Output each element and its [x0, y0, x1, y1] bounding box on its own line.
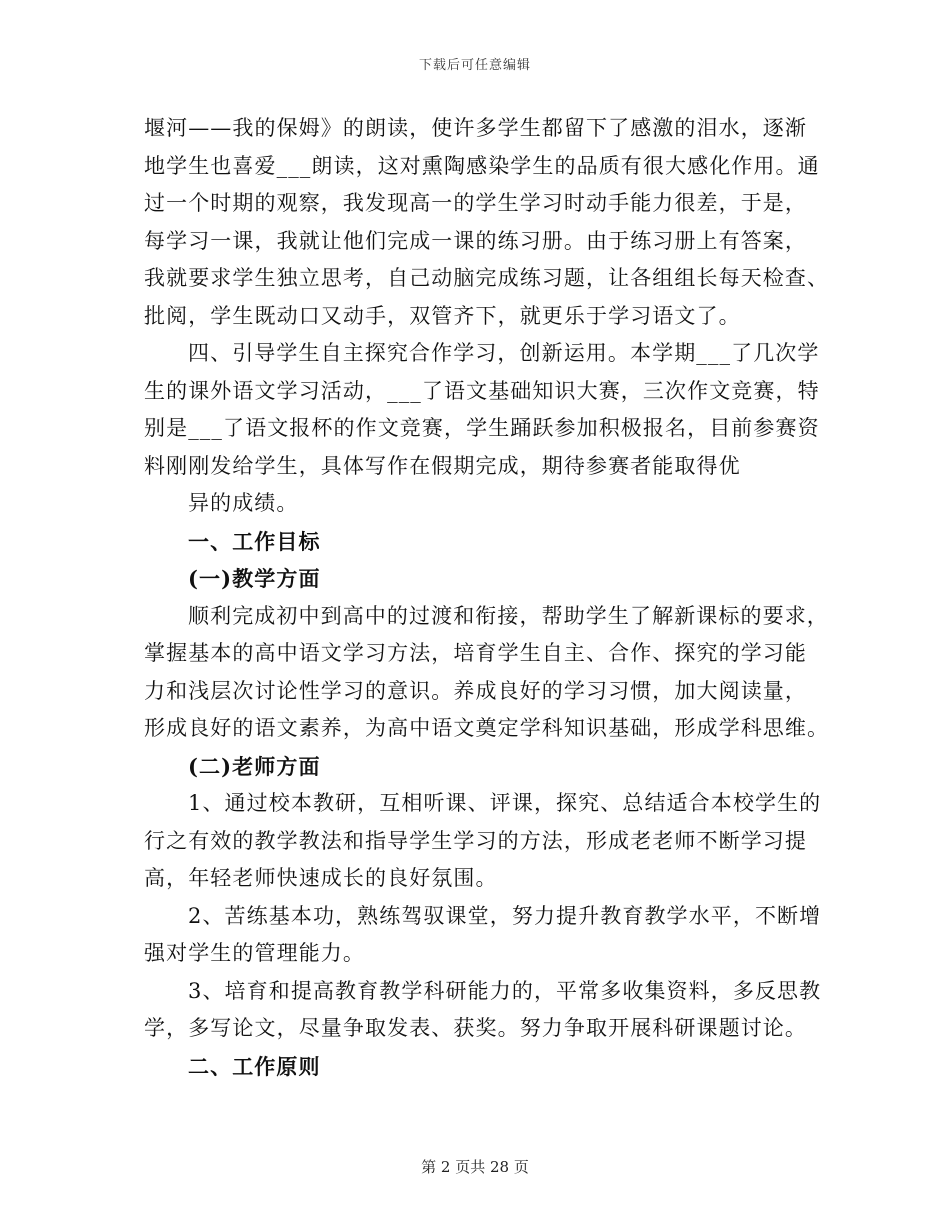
text-line: 掌握基本的高中语文学习方法，培育学生自主、合作、探究的学习能 [144, 641, 807, 665]
paragraph-start-line: 四、引导学生自主探究合作学习，创新运用。本学期___了几次学 [188, 341, 820, 365]
paragraph-start-line: 2、苦练基本功，熟练驾驭课堂，努力提升教育教学水平，不断增 [188, 903, 822, 928]
text-line: 料刚刚发给学生，具体写作在假期完成，期待参赛者能取得优 [144, 453, 741, 478]
text-line: 地学生也喜爱___朗读，这对熏陶感染学生的品质有很大感化作用。通 [144, 153, 820, 178]
text-line: 堰河——我的保姆》的朗读，使许多学生都留下了感激的泪水，逐渐 [144, 116, 807, 140]
page-header: 下载后可任意编辑 [418, 58, 531, 73]
subsection-heading: (一)教学方面 [188, 566, 321, 591]
text-line: 学，多写论文，尽量争取发表、获奖。努力争取开展科研课题讨论。 [144, 1016, 807, 1040]
text-line: 生的课外语文学习活动，___了语文基础知识大赛，三次作文竞赛，特 [144, 378, 820, 403]
page-footer: 第 2 页共 28 页 [421, 1158, 529, 1176]
text-line: 过一个时期的观察，我发现高一的学生学习时动手能力很差，于是， [144, 191, 807, 215]
text-line: 力和浅层次讨论性学习的意识。养成良好的学习习惯，加大阅读量， [144, 678, 807, 703]
text-line: 我就要求学生独立思考，自己动脑完成练习题，让各组组长每天检查、 [144, 266, 830, 290]
paragraph-start-line: 3、培育和提高教育教学科研能力的，平常多收集资料，多反思教 [188, 978, 822, 1003]
section-heading: 二、工作原则 [188, 1053, 321, 1079]
paragraph-start-line: 顺利完成初中到高中的过渡和衔接，帮助学生了解新课标的要求， [188, 603, 829, 628]
text-line: 形成良好的语文素养，为高中语文奠定学科知识基础，形成学科思维。 [144, 716, 830, 740]
text-line: 行之有效的教学教法和指导学生学习的方法，形成老老师不断学习提 [144, 828, 807, 853]
text-line: 高，年轻老师快速成长的良好氛围。 [144, 866, 498, 890]
text-line: 批阅，学生既动口又动手，双管齐下，就更乐于学习语文了。 [144, 303, 741, 328]
subsection-heading: (二)老师方面 [188, 753, 321, 779]
paragraph-start-line: 1、通过校本教研，互相听课、评课，探究、总结适合本校学生的 [188, 791, 822, 815]
text-line: 强对学生的管理能力。 [144, 941, 365, 965]
text-line: 异的成绩。 [188, 491, 299, 515]
text-line: 别是___了语文报杯的作文竞赛，学生踊跃参加积极报名，目前参赛资 [144, 416, 820, 440]
section-heading: 一、工作目标 [188, 528, 321, 554]
text-line: 每学习一课，我就让他们完成一课的练习册。由于练习册上有答案， [144, 228, 807, 253]
document-body [144, 110, 830, 1085]
